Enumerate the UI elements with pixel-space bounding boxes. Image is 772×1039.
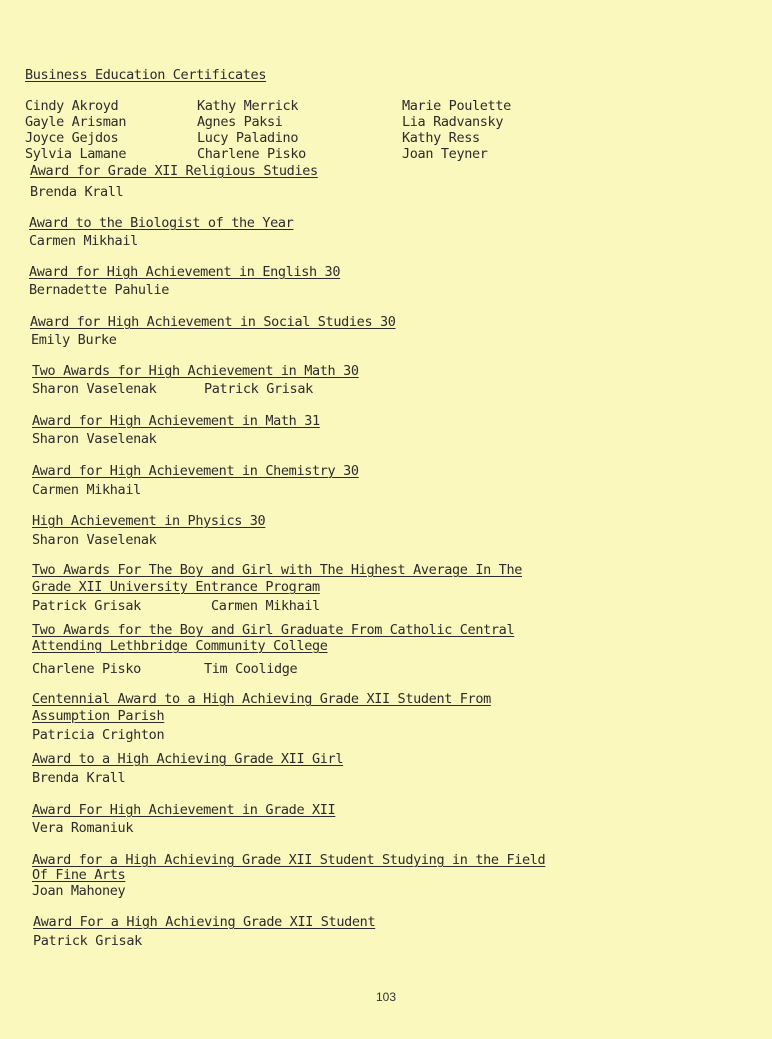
name: Gayle Arisman (25, 114, 127, 130)
award-recipient: Patrick Grisak (33, 933, 142, 949)
award-title: Two Awards for High Achievement in Math 30 (32, 363, 359, 379)
name: Kathy Ress (402, 130, 480, 146)
name: Joyce Gejdos (25, 130, 119, 146)
name: Lucy Paladino (197, 130, 299, 146)
award-recipient: Tim Coolidge (204, 661, 298, 677)
award-title: Attending Lethbridge Community College (32, 638, 328, 654)
award-title: Grade XII University Entrance Program (32, 579, 320, 595)
name: Charlene Pisko (197, 146, 306, 162)
award-recipient: Bernadette Pahulie (29, 282, 169, 298)
award-title: Award For a High Achieving Grade XII Student (33, 914, 376, 930)
award-recipient: Sharon Vaselenak (32, 431, 157, 447)
name: Agnes Paksi (197, 114, 283, 130)
award-title: Award for High Achievement in English 30 (29, 264, 341, 280)
award-recipient: Vera Romaniuk (32, 820, 134, 836)
award-title: Two Awards For The Boy and Girl with The Highest Average In The (32, 562, 522, 578)
award-title: Award to a High Achieving Grade XII Girl (32, 751, 344, 767)
award-recipient: Carmen Mikhail (32, 482, 141, 498)
award-title: Centennial Award to a High Achieving Grade XII Student From (32, 691, 491, 707)
award-recipient: Emily Burke (31, 332, 117, 348)
award-title: Award to the Biologist of the Year (29, 215, 294, 231)
name: Marie Poulette (402, 98, 511, 114)
name: Joan Teyner (402, 146, 488, 162)
award-title: High Achievement in Physics 30 (32, 513, 266, 529)
section-heading-business-certificates: Business Education Certificates (25, 67, 267, 83)
name: Lia Radvansky (402, 114, 504, 130)
award-recipient: Charlene Pisko (32, 661, 141, 677)
award-recipient: Sharon Vaselenak (32, 532, 157, 548)
award-recipient: Patrick Grisak (32, 598, 141, 614)
name: Cindy Akroyd (25, 98, 119, 114)
award-title: Award For High Achievement in Grade XII (32, 802, 336, 818)
award-recipient: Brenda Krall (32, 770, 126, 786)
award-title: Assumption Parish (32, 708, 165, 724)
award-title: Award for High Achievement in Math 31 (32, 413, 320, 429)
award-title: Award for High Achievement in Social Studies 30 (30, 314, 396, 330)
award-recipient: Patrick Grisak (204, 381, 313, 397)
award-recipient: Brenda Krall (30, 184, 124, 200)
award-title: Award for High Achievement in Chemistry 30 (32, 463, 359, 479)
award-recipient: Patricia Crighton (32, 727, 165, 743)
award-title: Award for Grade XII Religious Studies (30, 163, 318, 179)
award-title: Two Awards for the Boy and Girl Graduate From Catholic Central (32, 622, 515, 638)
award-recipient: Carmen Mikhail (211, 598, 320, 614)
award-title: Of Fine Arts (32, 867, 126, 883)
award-recipient: Sharon Vaselenak (32, 381, 157, 397)
award-title: Award for a High Achieving Grade XII Student Studying in the Field (32, 852, 546, 868)
award-recipient: Joan Mahoney (32, 883, 126, 899)
award-recipient: Carmen Mikhail (29, 233, 138, 249)
page-number: 103 (375, 990, 397, 1004)
name: Sylvia Lamane (25, 146, 127, 162)
name: Kathy Merrick (197, 98, 299, 114)
